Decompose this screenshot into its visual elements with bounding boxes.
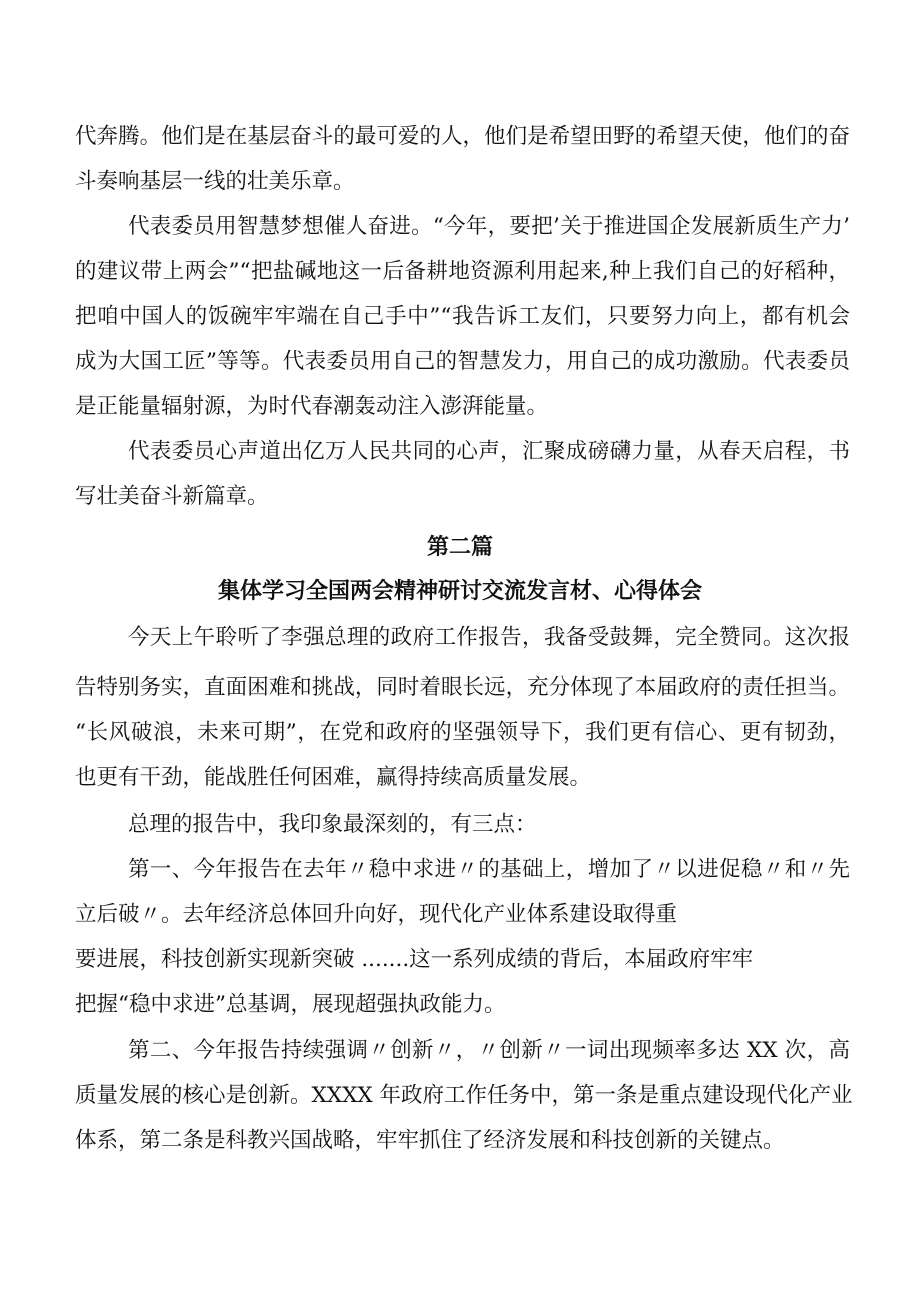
paragraph-3-line-1: 代表委员心声道出亿万人民共同的心声，汇聚成磅礴力量，从春天启程，书 bbox=[128, 439, 850, 464]
paragraph-6-line-2: 立后破〃。去年经济总体回升向好，现代化产业体系建设取得重 bbox=[75, 902, 678, 927]
paragraph-1-line-1: 代奔腾。他们是在基层奋斗的最可爱的人，他们是希望田野的希望天使，他们的奋 bbox=[75, 124, 850, 149]
paragraph-7-line-3: 体系，第二条是科教兴国战略，牢牢抓住了经济发展和科技创新的关键点。 bbox=[75, 1128, 785, 1153]
paragraph-7-line-1: 第二、今年报告持续强调〃创新〃，〃创新〃一词出现频率多达 XX 次，高 bbox=[128, 1038, 850, 1063]
paragraph-2-line-4: 成为大国工匠”等等。代表委员用自己的智慧发力，用自己的成功激励。代表委员 bbox=[75, 349, 850, 374]
paragraph-1-line-2: 斗奏响基层一线的壮美乐章。 bbox=[75, 169, 355, 194]
paragraph-2-line-1: 代表委员用智慧梦想催人奋进。“今年，要把’关于推进国企发展新质生产力’ bbox=[128, 214, 850, 239]
paragraph-2-line-3: 把咱中国人的饭碗牢牢端在自己手中”“我告诉工友们，只要努力向上，都有机会 bbox=[75, 304, 850, 329]
paragraph-4-line-4: 也更有干劲，能战胜任何困难，赢得持续高质量发展。 bbox=[75, 765, 592, 790]
paragraph-4-line-3: “长风破浪，未来可期”，在党和政府的坚强领导下，我们更有信心、更有韧劲， bbox=[75, 720, 850, 745]
paragraph-6-line-3: 要进展，科技创新实现新突破 .......这一系列成绩的背后，本届政府牢牢 bbox=[75, 947, 754, 972]
paragraph-6-line-4: 把握“稳中求进”总基调，展现超强执政能力。 bbox=[75, 992, 506, 1017]
paragraph-6-line-1: 第一、今年报告在去年〃稳中求进〃的基础上，增加了〃以进促稳〃和〃先 bbox=[128, 857, 850, 882]
section-title: 集体学习全国两会精神研讨交流发言材、心得体会 bbox=[217, 579, 702, 604]
section-heading: 第二篇 bbox=[426, 535, 493, 560]
paragraph-4-line-2: 告特别务实，直面困难和挑战，同时着眼长远，充分体现了本届政府的责任担当。 bbox=[75, 675, 850, 700]
paragraph-2-line-2: 的建议带上两会”“把盐碱地这一后备耕地资源利用起来,种上我们自己的好稻种， bbox=[75, 259, 850, 284]
paragraph-2-line-5: 是正能量辐射源，为时代春潮轰动注入澎湃能量。 bbox=[75, 394, 549, 419]
paragraph-5-line-1: 总理的报告中，我印象最深刻的，有三点： bbox=[128, 812, 537, 837]
paragraph-7-line-2: 质量发展的核心是创新。XXXX 年政府工作任务中，第一条是重点建设现代化产业 bbox=[75, 1083, 853, 1108]
paragraph-3-line-2: 写壮美奋斗新篇章。 bbox=[75, 484, 269, 509]
paragraph-4-line-1: 今天上午聆听了李强总理的政府工作报告，我备受鼓舞，完全赞同。这次报 bbox=[128, 625, 850, 650]
